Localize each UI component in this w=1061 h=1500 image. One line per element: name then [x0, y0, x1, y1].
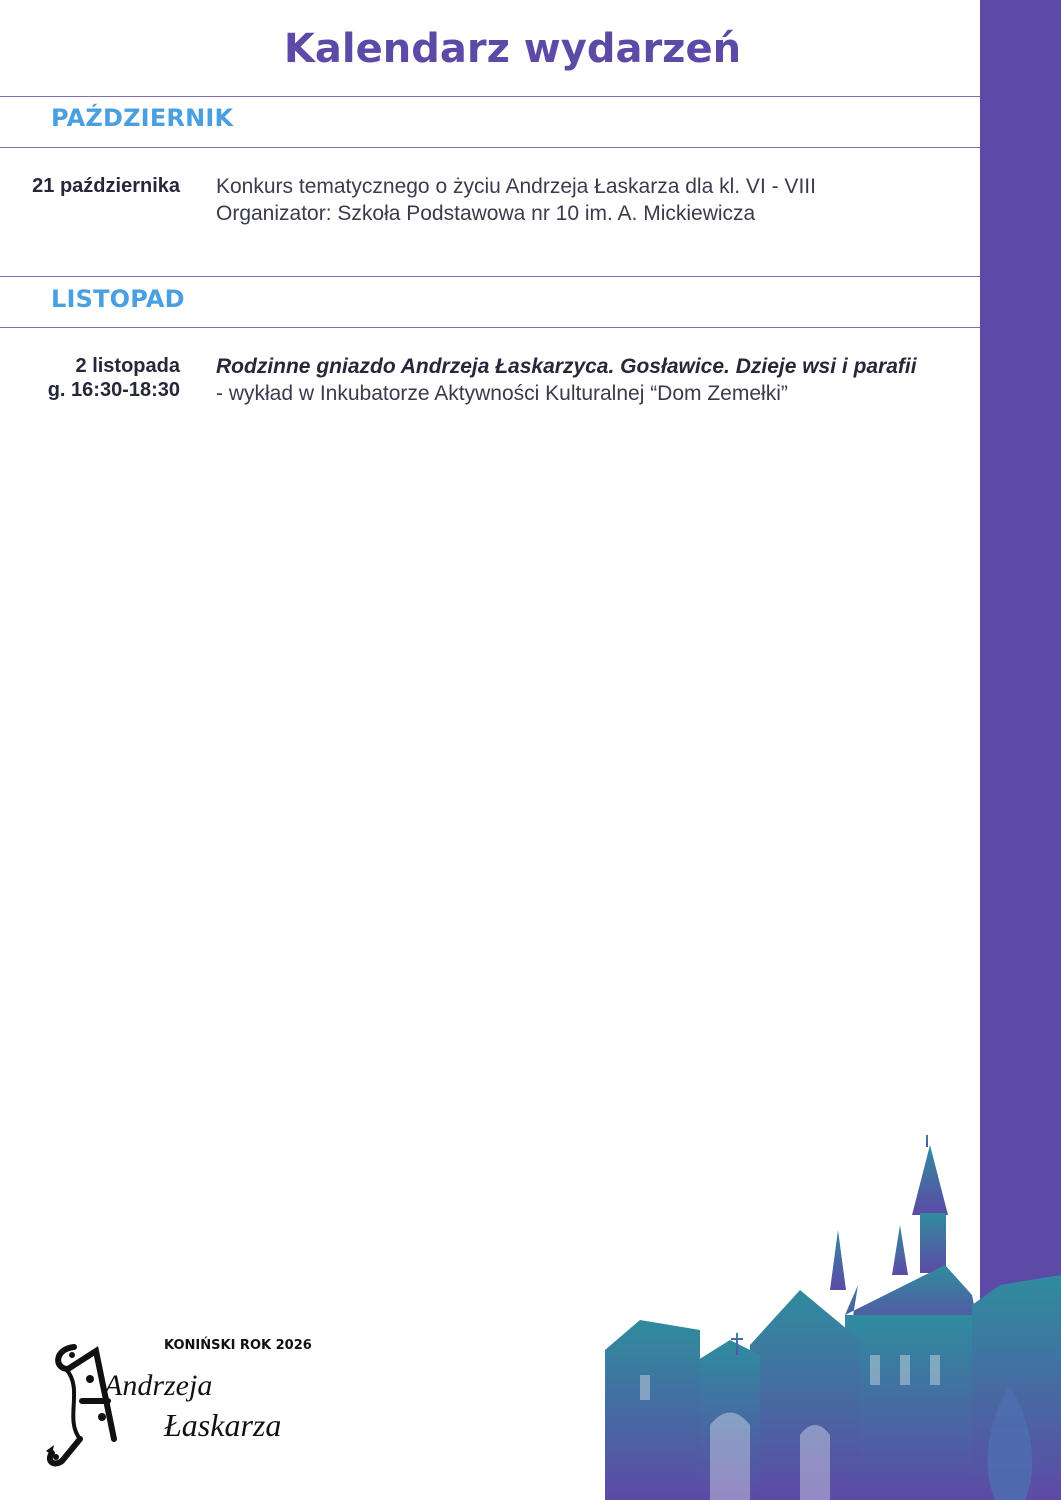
ornamental-initial-icon [44, 1339, 134, 1469]
logo-line-2: Łaskarza [164, 1407, 282, 1443]
event-description [216, 173, 816, 227]
church-illustration [600, 1135, 1061, 1500]
divider [0, 327, 980, 328]
divider [0, 276, 980, 277]
event-date-day: 2 listopada [75, 355, 180, 377]
event-description-line: Organizator: Szkoła Podstawowa nr 10 im. A. Mickiewicza [216, 202, 756, 225]
event-date [48, 354, 180, 402]
page-title: Kalendarz wydarzeń [283, 26, 742, 72]
year-logo [44, 1333, 324, 1473]
logo-top-text: KONIŃSKI ROK 2026 [164, 1338, 312, 1353]
event-description [216, 353, 917, 407]
month-heading-november: LISTOPAD [51, 285, 185, 313]
month-heading-october: PAŹDZIERNIK [51, 104, 234, 132]
event-date: 21 października [32, 175, 180, 197]
divider [0, 147, 980, 148]
event-description-line: - wykład w Inkubatorze Aktywności Kulturalnej “Dom Zemełki” [216, 382, 788, 405]
event-description-line: Konkurs tematycznego o życiu Andrzeja Łaskarza dla kl. VI - VIII [216, 175, 816, 198]
event-date-time: g. 16:30-18:30 [47, 379, 180, 401]
logo-line-1: Andrzeja [104, 1369, 213, 1402]
divider [0, 96, 980, 97]
event-title: Rodzinne gniazdo Andrzeja Łaskarzyca. Gosławice. Dzieje wsi i parafii [216, 355, 917, 378]
